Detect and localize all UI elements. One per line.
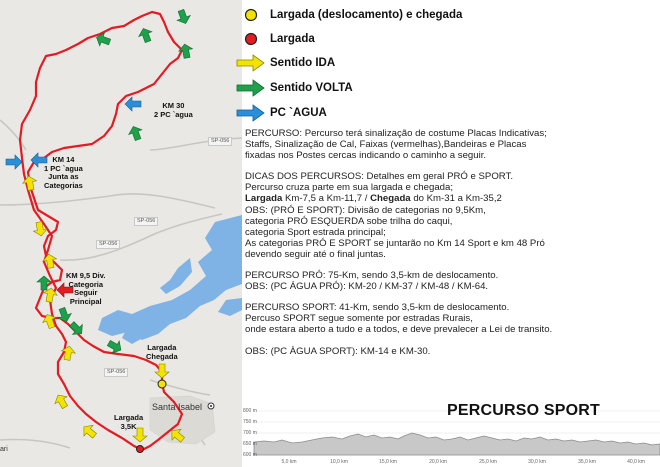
x-tick: 25,0 km (479, 459, 497, 465)
legend-label: Sentido IDA (270, 57, 336, 69)
road-label: SP-056 (208, 137, 232, 146)
yellow-arrow-icon (232, 52, 270, 74)
green-arrow-icon (178, 43, 194, 59)
km95-label (66, 272, 105, 306)
y-tick: 750 m (243, 419, 257, 425)
desc-line: fixadas nos Postes cercas indicando o caminho a seguir. (245, 150, 487, 162)
blue-arrow-icon (125, 97, 141, 111)
desc-line: OBS: (PC ÀGUA SPORT): KM-14 e KM-30. (245, 345, 431, 357)
green-arrow-icon (67, 319, 87, 339)
road-label: SP-056 (96, 240, 120, 249)
desc-line: Percurso cruza parte em sua largada e chegada; (245, 182, 453, 194)
x-tick: 30,0 km (528, 459, 546, 465)
km95-line2: Categoria (68, 279, 104, 289)
desc-line: Percuso SPORT segue somente por estradas Rurais, (245, 313, 473, 325)
desc-line: DICAS DOS PERCURSOS: Detalhes em geral PRÓ e SPORT. (245, 171, 513, 183)
desc-text: do Km-31 a Km-35,2 (410, 193, 502, 205)
y-tick: 650 m (243, 441, 257, 447)
legend-item-volta (232, 77, 353, 99)
largada-line1: Largada (114, 413, 144, 422)
desc-line: onde estara aberto a tudo e a todos, e deve prevalecer a Lei de transito. (245, 324, 553, 336)
km30-line1: KM 30 (162, 101, 185, 110)
start-marker (137, 446, 144, 453)
blue-arrow-icon (6, 155, 22, 169)
x-tick: 15,0 km (379, 459, 397, 465)
red-circle-icon (232, 28, 270, 50)
desc-line: categoria PRÓ ESQUERDA sobe trilha do caqui, (245, 215, 453, 227)
profile-title: PERCURSO SPORT (446, 402, 600, 419)
green-arrow-icon (94, 31, 112, 49)
desc-bold: Largada (245, 193, 283, 205)
legend-label: PC `AGUA (270, 107, 327, 119)
desc-line-largada-chegada (245, 193, 657, 204)
km95-line1: KM 9,5 Div. (66, 271, 106, 280)
road-label: SP-056 (104, 368, 128, 377)
x-tick: 20,0 km (429, 459, 447, 465)
legend-label: Largada (270, 33, 315, 45)
town-label: Santa Isabel (152, 402, 203, 412)
desc-bold: Chegada (370, 193, 411, 205)
x-tick: 35,0 km (578, 459, 596, 465)
start-finish-marker (158, 380, 166, 388)
elevation-area (254, 433, 660, 455)
km14-line3: Junta as (48, 172, 79, 181)
y-tick: 700 m (243, 430, 257, 436)
green-arrow-icon (232, 77, 270, 99)
largada-chegada-line2: Chegada (146, 351, 178, 361)
x-tick: 5,0 km (281, 459, 297, 465)
km14-line4: Categorias (44, 180, 83, 190)
km30-line2: 2 PC `agua (154, 109, 193, 119)
yellow-arrow-icon (79, 421, 99, 441)
legend-label: Largada (deslocamento) e chegada (270, 9, 463, 21)
y-tick: 600 m (243, 452, 257, 458)
elevation-profile (242, 402, 660, 467)
route-map (0, 0, 242, 467)
x-tick: 40,0 km (627, 459, 645, 465)
yellow-arrow-icon (32, 221, 48, 237)
desc-line: PERCURSO: Percurso terá sinalização de costume Placas Indicativas; (245, 128, 547, 139)
largada-chegada-label (146, 344, 178, 361)
y-tick: 800 m (243, 408, 257, 414)
blue-arrow-icon (232, 102, 270, 124)
km95-line4: Principal (69, 296, 102, 306)
largada-chegada-line1: Largada (147, 343, 177, 352)
road-label: SP-056 (134, 217, 158, 226)
desc-text: Km-7,5 a Km-11,7 / (282, 193, 371, 205)
green-arrow-icon (174, 8, 192, 26)
desc-line: Staffs, Sinalização de Cal, Faixas (vermelhas),Bandeiras e Placas (245, 139, 527, 151)
yellow-arrow-icon (42, 253, 58, 269)
town-icon-dot (210, 405, 212, 407)
green-arrow-icon (137, 26, 155, 44)
x-tick: 10,0 km (330, 459, 348, 465)
legend-item-start-finish (232, 4, 462, 26)
km14-label (44, 156, 83, 190)
desc-line: devendo seguir até o final juntas. (245, 248, 386, 260)
km14-line2: 1 PC `agua (44, 163, 83, 173)
km30-label (154, 102, 193, 119)
desc-line: As categorias PRÓ E SPORT se juntarão no Km 14 Sport e km 48 Pró (245, 237, 545, 249)
town-partial-label: ari (0, 446, 8, 453)
legend-item-pc-agua (232, 102, 327, 124)
green-arrow-icon (127, 124, 145, 142)
desc-line: OBS: (PRÓ E SPORT): Divisão de categorias no 9,5Km, (245, 204, 486, 216)
largada-line2: 3,5K (120, 421, 137, 431)
map-canvas (0, 0, 242, 467)
km95-line3: Seguir (74, 288, 98, 297)
km14-line1: KM 14 (52, 155, 75, 164)
legend-label: Sentido VOLTA (270, 82, 353, 94)
reservoir-water (98, 215, 242, 344)
desc-line: PERCURSO PRÓ: 75-Km, sendo 3,5-km de deslocamento. (245, 270, 499, 282)
desc-line: categoria Sport estrada principal; (245, 226, 386, 238)
largada-label (114, 414, 143, 431)
route-description (245, 128, 657, 357)
desc-line: OBS: (PC ÁGUA PRÓ): KM-20 / KM-37 / KM-48 / KM-64. (245, 281, 489, 293)
desc-line: PERCURSO SPORT: 41-Km, sendo 3,5-km de deslocamento. (245, 302, 510, 314)
yellow-circle-icon (232, 4, 270, 26)
legend-item-start (232, 28, 315, 50)
legend-item-ida (232, 52, 335, 74)
